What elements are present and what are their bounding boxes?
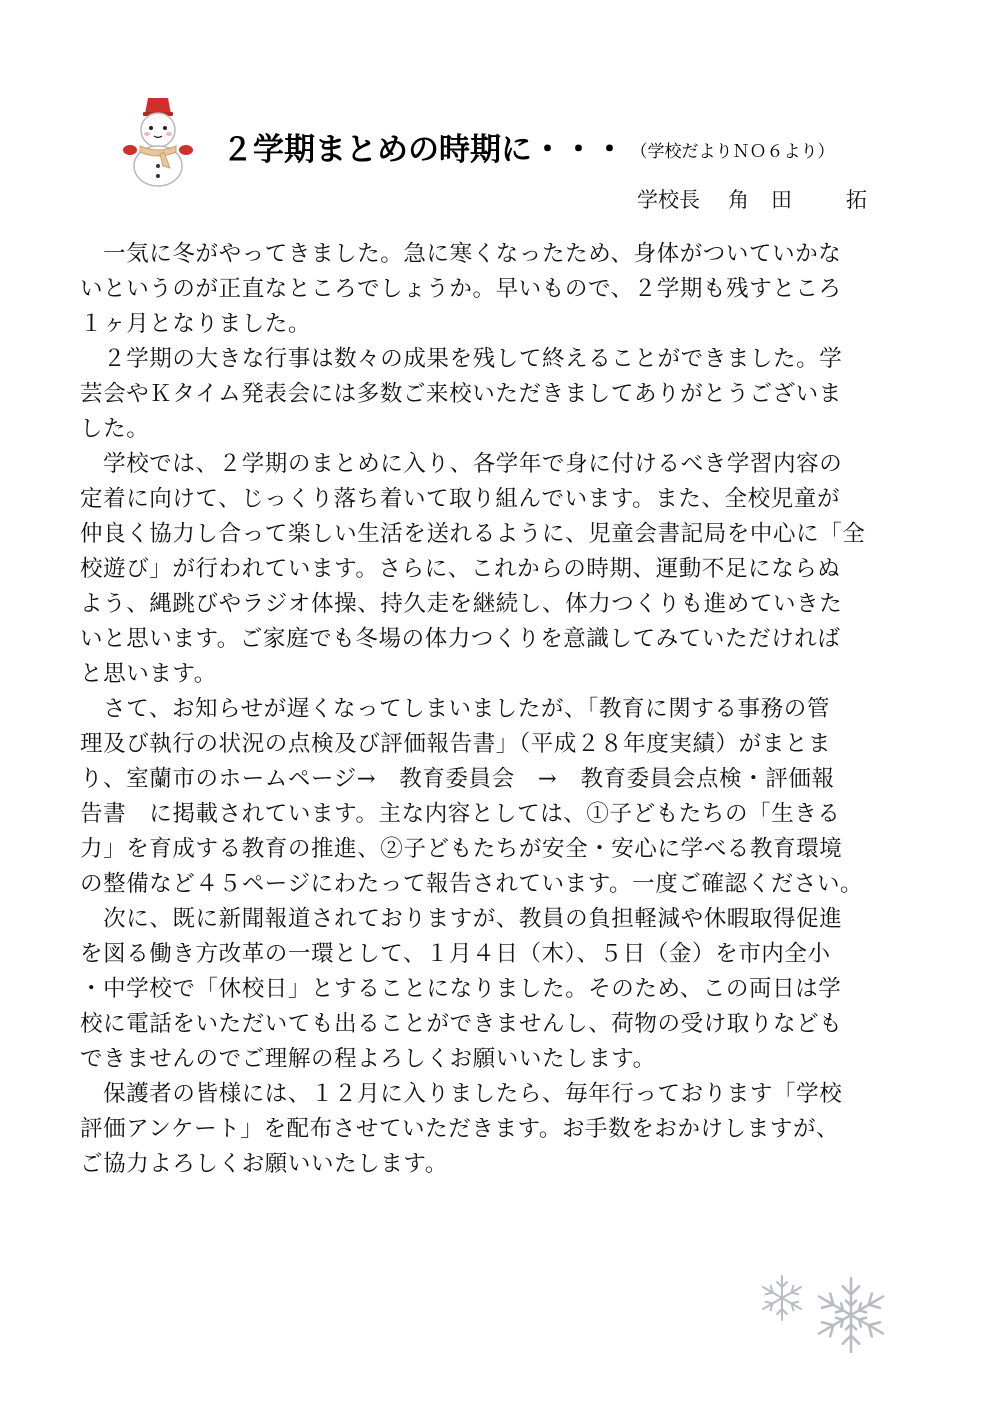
- body-line: り、室蘭市のホームページ→ 教育委員会 → 教育委員会点検・評価報: [80, 766, 835, 792]
- body-line: を図る働き方改革の一環として、１月４日（木）、５日（金）を市内全小: [80, 941, 831, 967]
- body-line: 学校では、２学期のまとめに入り、各学年で身に付けるべき学習内容の: [80, 451, 843, 477]
- principal-name-3: 拓: [846, 188, 867, 212]
- principal-name-2: 田: [771, 188, 792, 212]
- snowman-icon: [118, 92, 198, 188]
- body-line: 芸会やＫタイム発表会には多数ご来校いただきましてありがとうございま: [80, 381, 842, 407]
- principal-name-1: 角: [728, 188, 749, 212]
- body-line: 次に、既に新聞報道されておりますが、教員の負担軽減や休暇取得促進: [80, 906, 843, 932]
- body-line: 仲良く協力し合って楽しい生活を送れるように、児童会書記局を中心に「全: [80, 521, 866, 547]
- body-line: 校遊び」が行われています。さらに、これからの時期、運動不足にならぬ: [80, 556, 841, 582]
- body-line: 定着に向けて、じっくり落ち着いて取り組んでいます。また、全校児童が: [80, 486, 841, 512]
- body-line: した。: [80, 416, 150, 442]
- body-line: 力」を育成する教育の推進、②子どもたちが安全・安心に学べる教育環境: [80, 836, 843, 862]
- source-note: （学校だよりＮＯ６より）: [639, 142, 835, 162]
- body-line: １ヶ月となりました。: [80, 311, 312, 337]
- body-line: 保護者の皆様には、１２月に入りましたら、毎年行っております「学校: [80, 1081, 843, 1107]
- principal-role: 学校長: [637, 188, 700, 212]
- body-line: さて、お知らせが遅くなってしまいましたが、「教育に関する事務の管: [80, 696, 830, 722]
- snowflake-large-icon: [810, 1274, 892, 1356]
- title-text: ２学期まとめの時期に・・・: [222, 132, 625, 168]
- body-line: ・中学校で「休校日」とすることになりました。そのため、この両日は学: [80, 976, 842, 1002]
- body-line: 校に電話をいただいても出ることができませんし、荷物の受け取りなども: [80, 1011, 843, 1037]
- body-line: よう、縄跳びやラジオ体操、持久走を継続し、体力つくりも進めていきた: [80, 591, 843, 617]
- body-line: いと思います。ご家庭でも冬場の体力つくりを意識してみていただければ: [80, 626, 841, 652]
- body-line: の整備など４５ページにわたって報告されています。一度ご確認ください。: [80, 871, 864, 897]
- snowflake-small-icon: [756, 1272, 808, 1324]
- body-line: 評価アンケート」を配布させていただきます。お手数をおかけしますが、: [80, 1116, 840, 1142]
- body-line: いというのが正直なところでしょうか。早いもので、２学期も残すところ: [80, 276, 842, 302]
- body-line: 理及び執行の状況の点検及び評価報告書」（平成２８年度実績）がまとま: [80, 731, 832, 757]
- letter-body: [80, 237, 920, 1182]
- page-title: [222, 124, 835, 169]
- body-line: 一気に冬がやってきました。急に寒くなったため、身体がついていかな: [80, 241, 842, 267]
- body-line: 告書 に掲載されています。主な内容としては、①子どもたちの「生きる: [80, 801, 841, 827]
- principal-signature: [637, 184, 867, 214]
- body-line: ご協力よろしくお願いいたします。: [80, 1151, 448, 1177]
- body-line: できませんのでご理解の程よろしくお願いいたします。: [80, 1046, 656, 1072]
- body-line: と思います。: [80, 661, 217, 687]
- body-line: ２学期の大きな行事は数々の成果を残して終えることができました。学: [80, 346, 843, 372]
